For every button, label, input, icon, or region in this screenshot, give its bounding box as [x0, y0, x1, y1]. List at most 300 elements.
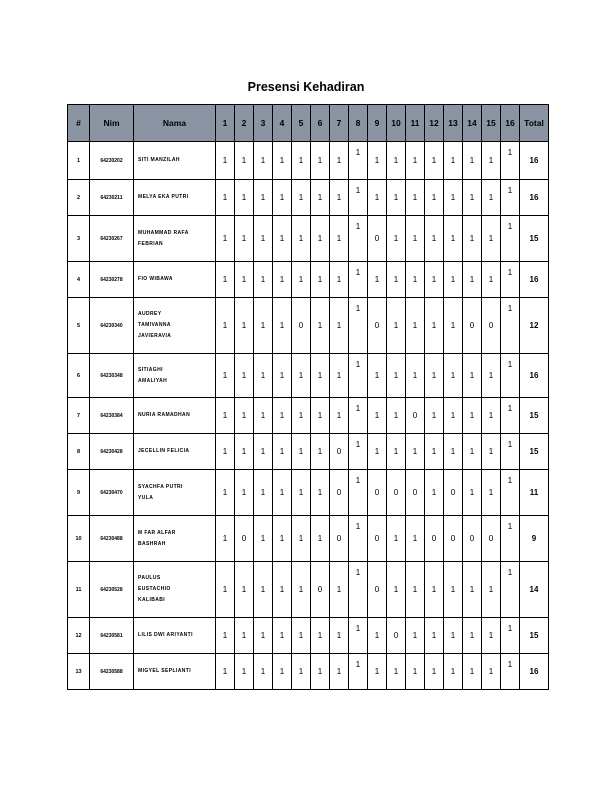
student-name	[134, 562, 216, 618]
attendance-cell-6: 1	[311, 434, 330, 470]
attendance-cell-8: 1	[349, 398, 368, 434]
column-header: 6	[311, 105, 330, 142]
attendance-cell-7: 0	[330, 470, 349, 516]
attendance-cell-8: 1	[349, 434, 368, 470]
attendance-cell-15: 1	[482, 618, 501, 654]
table-row	[68, 618, 549, 654]
attendance-cell-8: 1	[349, 562, 368, 618]
attendance-cell-16: 1	[501, 562, 520, 618]
attendance-cell-11: 1	[406, 354, 425, 398]
attendance-cell-5: 1	[292, 654, 311, 690]
student-name	[134, 618, 216, 654]
student-nim: 64230267	[90, 216, 134, 262]
attendance-cell-2: 1	[235, 654, 254, 690]
attendance-cell-9: 1	[368, 354, 387, 398]
attendance-cell-4: 1	[273, 434, 292, 470]
attendance-cell-13: 1	[444, 562, 463, 618]
attendance-cell-13: 0	[444, 516, 463, 562]
attendance-cell-10: 0	[387, 470, 406, 516]
row-number: 4	[68, 262, 90, 298]
attendance-cell-8: 1	[349, 470, 368, 516]
attendance-cell-16: 1	[501, 216, 520, 262]
attendance-cell-12: 0	[425, 516, 444, 562]
column-header: 9	[368, 105, 387, 142]
attendance-cell-14: 1	[463, 262, 482, 298]
attendance-cell-9: 1	[368, 142, 387, 180]
attendance-cell-10: 1	[387, 398, 406, 434]
attendance-cell-8: 1	[349, 298, 368, 354]
attendance-cell-11: 1	[406, 216, 425, 262]
student-nim: 64230588	[90, 654, 134, 690]
student-nim: 64230340	[90, 298, 134, 354]
attendance-cell-4: 1	[273, 216, 292, 262]
attendance-cell-13: 1	[444, 142, 463, 180]
attendance-cell-9: 1	[368, 618, 387, 654]
attendance-cell-3: 1	[254, 262, 273, 298]
attendance-total: 12	[520, 298, 549, 354]
attendance-cell-5: 1	[292, 398, 311, 434]
student-name-line: M FAR ALFAR	[138, 529, 176, 536]
attendance-cell-4: 1	[273, 654, 292, 690]
attendance-cell-15: 1	[482, 142, 501, 180]
attendance-total: 16	[520, 262, 549, 298]
attendance-cell-16: 1	[501, 298, 520, 354]
table-row	[68, 142, 549, 180]
attendance-cell-7: 1	[330, 654, 349, 690]
attendance-cell-8: 1	[349, 262, 368, 298]
attendance-cell-14: 0	[463, 516, 482, 562]
attendance-cell-9: 0	[368, 470, 387, 516]
attendance-cell-15: 1	[482, 262, 501, 298]
attendance-cell-8: 1	[349, 142, 368, 180]
student-name-line: MUHAMMAD RAFA	[138, 229, 189, 236]
attendance-total: 16	[520, 142, 549, 180]
attendance-cell-11: 1	[406, 562, 425, 618]
student-name	[134, 398, 216, 434]
attendance-cell-3: 1	[254, 142, 273, 180]
attendance-cell-14: 0	[463, 298, 482, 354]
attendance-cell-5: 1	[292, 354, 311, 398]
row-number: 11	[68, 562, 90, 618]
attendance-cell-2: 1	[235, 562, 254, 618]
column-header: 10	[387, 105, 406, 142]
student-name-line: SYACHFA PUTRI	[138, 483, 183, 490]
attendance-cell-9: 0	[368, 216, 387, 262]
student-name	[134, 470, 216, 516]
attendance-cell-7: 1	[330, 216, 349, 262]
attendance-cell-10: 1	[387, 654, 406, 690]
student-nim: 64230211	[90, 180, 134, 216]
attendance-cell-6: 1	[311, 654, 330, 690]
attendance-cell-2: 0	[235, 516, 254, 562]
column-header: #	[68, 105, 90, 142]
column-header: 8	[349, 105, 368, 142]
attendance-cell-9: 1	[368, 262, 387, 298]
attendance-cell-3: 1	[254, 398, 273, 434]
attendance-cell-1: 1	[216, 398, 235, 434]
column-header: 2	[235, 105, 254, 142]
student-name-line: AMALIYAH	[138, 377, 168, 384]
column-header: 11	[406, 105, 425, 142]
student-nim: 64230428	[90, 434, 134, 470]
attendance-total: 15	[520, 398, 549, 434]
attendance-total: 15	[520, 618, 549, 654]
attendance-cell-4: 1	[273, 398, 292, 434]
attendance-cell-2: 1	[235, 398, 254, 434]
attendance-cell-9: 0	[368, 516, 387, 562]
attendance-cell-15: 1	[482, 562, 501, 618]
attendance-cell-15: 1	[482, 470, 501, 516]
attendance-cell-2: 1	[235, 216, 254, 262]
attendance-cell-3: 1	[254, 434, 273, 470]
attendance-cell-3: 1	[254, 654, 273, 690]
attendance-cell-1: 1	[216, 262, 235, 298]
attendance-cell-3: 1	[254, 618, 273, 654]
attendance-cell-13: 1	[444, 654, 463, 690]
attendance-cell-2: 1	[235, 470, 254, 516]
attendance-cell-11: 1	[406, 654, 425, 690]
row-number: 12	[68, 618, 90, 654]
attendance-cell-6: 1	[311, 516, 330, 562]
attendance-cell-7: 0	[330, 516, 349, 562]
attendance-cell-11: 0	[406, 398, 425, 434]
attendance-cell-8: 1	[349, 354, 368, 398]
attendance-cell-6: 1	[311, 142, 330, 180]
column-header: 5	[292, 105, 311, 142]
attendance-cell-10: 1	[387, 354, 406, 398]
attendance-cell-14: 1	[463, 354, 482, 398]
attendance-cell-5: 1	[292, 142, 311, 180]
attendance-cell-10: 1	[387, 434, 406, 470]
attendance-total: 16	[520, 180, 549, 216]
student-nim: 64230528	[90, 562, 134, 618]
student-name-line: SITIAGHI	[138, 366, 163, 373]
attendance-cell-3: 1	[254, 180, 273, 216]
attendance-cell-11: 1	[406, 262, 425, 298]
attendance-cell-15: 0	[482, 516, 501, 562]
table-row	[68, 298, 549, 354]
attendance-cell-13: 1	[444, 262, 463, 298]
attendance-cell-7: 1	[330, 142, 349, 180]
attendance-cell-1: 1	[216, 562, 235, 618]
attendance-cell-11: 1	[406, 434, 425, 470]
attendance-cell-8: 1	[349, 618, 368, 654]
attendance-cell-14: 1	[463, 216, 482, 262]
attendance-cell-10: 1	[387, 516, 406, 562]
attendance-cell-3: 1	[254, 562, 273, 618]
student-name-line: LILIS DWI ARIYANTI	[138, 632, 193, 638]
attendance-cell-12: 1	[425, 180, 444, 216]
table-row	[68, 354, 549, 398]
attendance-total: 15	[520, 434, 549, 470]
attendance-cell-8: 1	[349, 654, 368, 690]
attendance-cell-12: 1	[425, 562, 444, 618]
student-name	[134, 298, 216, 354]
attendance-cell-9: 0	[368, 562, 387, 618]
attendance-cell-1: 1	[216, 180, 235, 216]
attendance-cell-13: 0	[444, 470, 463, 516]
attendance-cell-13: 1	[444, 298, 463, 354]
student-name-line: EUSTACHIO	[138, 586, 171, 592]
attendance-cell-5: 1	[292, 516, 311, 562]
student-nim: 64230470	[90, 470, 134, 516]
student-name-line: KALIBABI	[138, 597, 166, 603]
attendance-cell-2: 1	[235, 434, 254, 470]
attendance-cell-6: 1	[311, 262, 330, 298]
attendance-cell-2: 1	[235, 142, 254, 180]
attendance-cell-8: 1	[349, 216, 368, 262]
column-header: 13	[444, 105, 463, 142]
attendance-cell-11: 1	[406, 142, 425, 180]
student-name	[134, 516, 216, 562]
column-header: 14	[463, 105, 482, 142]
row-number: 1	[68, 142, 90, 180]
attendance-cell-9: 1	[368, 654, 387, 690]
table-row	[68, 470, 549, 516]
attendance-cell-9: 0	[368, 298, 387, 354]
attendance-cell-8: 1	[349, 516, 368, 562]
attendance-cell-6: 1	[311, 354, 330, 398]
attendance-cell-15: 1	[482, 398, 501, 434]
column-header: Nama	[134, 105, 216, 142]
attendance-cell-12: 1	[425, 434, 444, 470]
table-row	[68, 434, 549, 470]
attendance-cell-6: 1	[311, 180, 330, 216]
attendance-cell-1: 1	[216, 354, 235, 398]
table-row	[68, 180, 549, 216]
attendance-total: 14	[520, 562, 549, 618]
student-name-line: SITI MANZILAH	[138, 157, 180, 163]
attendance-cell-9: 1	[368, 398, 387, 434]
attendance-cell-12: 1	[425, 142, 444, 180]
attendance-cell-14: 1	[463, 654, 482, 690]
attendance-cell-14: 1	[463, 470, 482, 516]
attendance-cell-1: 1	[216, 298, 235, 354]
attendance-cell-6: 1	[311, 298, 330, 354]
attendance-cell-7: 0	[330, 434, 349, 470]
student-name	[134, 180, 216, 216]
attendance-cell-16: 1	[501, 262, 520, 298]
attendance-cell-10: 1	[387, 298, 406, 354]
attendance-cell-16: 1	[501, 354, 520, 398]
attendance-cell-5: 1	[292, 562, 311, 618]
attendance-cell-6: 0	[311, 562, 330, 618]
attendance-total: 15	[520, 216, 549, 262]
attendance-cell-7: 1	[330, 562, 349, 618]
attendance-cell-5: 1	[292, 618, 311, 654]
student-nim: 64230488	[90, 516, 134, 562]
row-number: 2	[68, 180, 90, 216]
attendance-cell-13: 1	[444, 216, 463, 262]
table-header-row	[68, 105, 549, 142]
attendance-cell-16: 1	[501, 470, 520, 516]
attendance-cell-4: 1	[273, 262, 292, 298]
attendance-cell-5: 1	[292, 180, 311, 216]
attendance-cell-15: 1	[482, 216, 501, 262]
attendance-cell-12: 1	[425, 618, 444, 654]
page-title: Presensi Kehadiran	[247, 80, 365, 94]
table-row	[68, 262, 549, 298]
student-nim: 64230581	[90, 618, 134, 654]
attendance-cell-16: 1	[501, 434, 520, 470]
table-row	[68, 216, 549, 262]
attendance-cell-15: 0	[482, 298, 501, 354]
column-header: 12	[425, 105, 444, 142]
student-name	[134, 354, 216, 398]
table-row	[68, 398, 549, 434]
attendance-cell-8: 1	[349, 180, 368, 216]
student-name	[134, 142, 216, 180]
attendance-cell-10: 1	[387, 216, 406, 262]
student-nim: 64230202	[90, 142, 134, 180]
attendance-cell-15: 1	[482, 180, 501, 216]
attendance-cell-10: 1	[387, 142, 406, 180]
attendance-cell-7: 1	[330, 398, 349, 434]
attendance-cell-3: 1	[254, 354, 273, 398]
row-number: 13	[68, 654, 90, 690]
row-number: 5	[68, 298, 90, 354]
attendance-cell-4: 1	[273, 354, 292, 398]
attendance-cell-7: 1	[330, 262, 349, 298]
attendance-cell-6: 1	[311, 470, 330, 516]
row-number: 6	[68, 354, 90, 398]
student-name-line: NURIA RAMADHAN	[138, 412, 191, 418]
attendance-cell-2: 1	[235, 354, 254, 398]
attendance-cell-14: 1	[463, 618, 482, 654]
attendance-cell-4: 1	[273, 470, 292, 516]
attendance-cell-14: 1	[463, 562, 482, 618]
attendance-cell-13: 1	[444, 180, 463, 216]
student-name-line: PAULUS	[138, 575, 161, 581]
column-header: Nim	[90, 105, 134, 142]
attendance-cell-12: 1	[425, 470, 444, 516]
attendance-cell-11: 1	[406, 298, 425, 354]
attendance-cell-10: 1	[387, 180, 406, 216]
attendance-total: 16	[520, 354, 549, 398]
attendance-cell-7: 1	[330, 298, 349, 354]
attendance-cell-14: 1	[463, 398, 482, 434]
attendance-cell-7: 1	[330, 180, 349, 216]
attendance-cell-1: 1	[216, 434, 235, 470]
attendance-cell-11: 1	[406, 618, 425, 654]
student-name-line: AUDREY	[138, 311, 162, 317]
attendance-cell-15: 1	[482, 434, 501, 470]
column-header: 16	[501, 105, 520, 142]
attendance-cell-16: 1	[501, 142, 520, 180]
attendance-total: 16	[520, 654, 549, 690]
student-name	[134, 262, 216, 298]
attendance-cell-14: 1	[463, 180, 482, 216]
attendance-cell-7: 1	[330, 354, 349, 398]
student-name	[134, 434, 216, 470]
student-name-line: JAVIERAVIA	[138, 333, 172, 339]
attendance-cell-7: 1	[330, 618, 349, 654]
column-header: 7	[330, 105, 349, 142]
attendance-cell-5: 0	[292, 298, 311, 354]
attendance-cell-6: 1	[311, 618, 330, 654]
attendance-cell-4: 1	[273, 142, 292, 180]
attendance-cell-5: 1	[292, 434, 311, 470]
student-name-line: TAMIVANNA	[138, 322, 171, 328]
attendance-cell-6: 1	[311, 398, 330, 434]
attendance-cell-4: 1	[273, 180, 292, 216]
attendance-cell-12: 1	[425, 354, 444, 398]
attendance-cell-10: 0	[387, 618, 406, 654]
attendance-cell-1: 1	[216, 470, 235, 516]
attendance-cell-2: 1	[235, 298, 254, 354]
attendance-cell-12: 1	[425, 298, 444, 354]
attendance-cell-12: 1	[425, 654, 444, 690]
attendance-cell-16: 1	[501, 180, 520, 216]
student-nim: 64230348	[90, 354, 134, 398]
column-header: Total	[520, 105, 549, 142]
table-row	[68, 516, 549, 562]
attendance-cell-4: 1	[273, 562, 292, 618]
attendance-cell-11: 1	[406, 516, 425, 562]
attendance-cell-1: 1	[216, 618, 235, 654]
row-number: 10	[68, 516, 90, 562]
attendance-cell-16: 1	[501, 516, 520, 562]
attendance-cell-10: 1	[387, 262, 406, 298]
student-name-line: FEBRIAN	[138, 240, 164, 247]
attendance-table	[67, 104, 549, 690]
attendance-cell-5: 1	[292, 470, 311, 516]
attendance-cell-12: 1	[425, 398, 444, 434]
attendance-cell-1: 1	[216, 516, 235, 562]
column-header: 4	[273, 105, 292, 142]
attendance-cell-5: 1	[292, 216, 311, 262]
student-name-line: BASHRAH	[138, 540, 166, 547]
attendance-cell-2: 1	[235, 618, 254, 654]
attendance-cell-3: 1	[254, 470, 273, 516]
attendance-cell-10: 1	[387, 562, 406, 618]
attendance-cell-4: 1	[273, 618, 292, 654]
attendance-cell-4: 1	[273, 516, 292, 562]
attendance-cell-16: 1	[501, 618, 520, 654]
student-name-line: JECELLIN FELICIA	[138, 448, 190, 454]
table-row	[68, 654, 549, 690]
row-number: 9	[68, 470, 90, 516]
row-number: 8	[68, 434, 90, 470]
attendance-cell-3: 1	[254, 216, 273, 262]
table-body	[68, 142, 549, 690]
attendance-total: 9	[520, 516, 549, 562]
attendance-cell-11: 1	[406, 180, 425, 216]
student-nim: 64230384	[90, 398, 134, 434]
student-name-line: YULA	[138, 494, 154, 501]
attendance-cell-9: 1	[368, 434, 387, 470]
row-number: 7	[68, 398, 90, 434]
attendance-cell-2: 1	[235, 180, 254, 216]
attendance-cell-11: 0	[406, 470, 425, 516]
table-row	[68, 562, 549, 618]
attendance-cell-12: 1	[425, 262, 444, 298]
column-header: 15	[482, 105, 501, 142]
attendance-cell-2: 1	[235, 262, 254, 298]
attendance-total: 11	[520, 470, 549, 516]
student-name	[134, 216, 216, 262]
student-name-line: FIO WIBAWA	[138, 276, 173, 282]
student-name-line: MELYA EKA PUTRI	[138, 194, 189, 200]
attendance-cell-13: 1	[444, 398, 463, 434]
attendance-cell-3: 1	[254, 298, 273, 354]
attendance-cell-1: 1	[216, 654, 235, 690]
attendance-cell-4: 1	[273, 298, 292, 354]
row-number: 3	[68, 216, 90, 262]
student-nim: 64230278	[90, 262, 134, 298]
attendance-cell-1: 1	[216, 216, 235, 262]
attendance-cell-5: 1	[292, 262, 311, 298]
